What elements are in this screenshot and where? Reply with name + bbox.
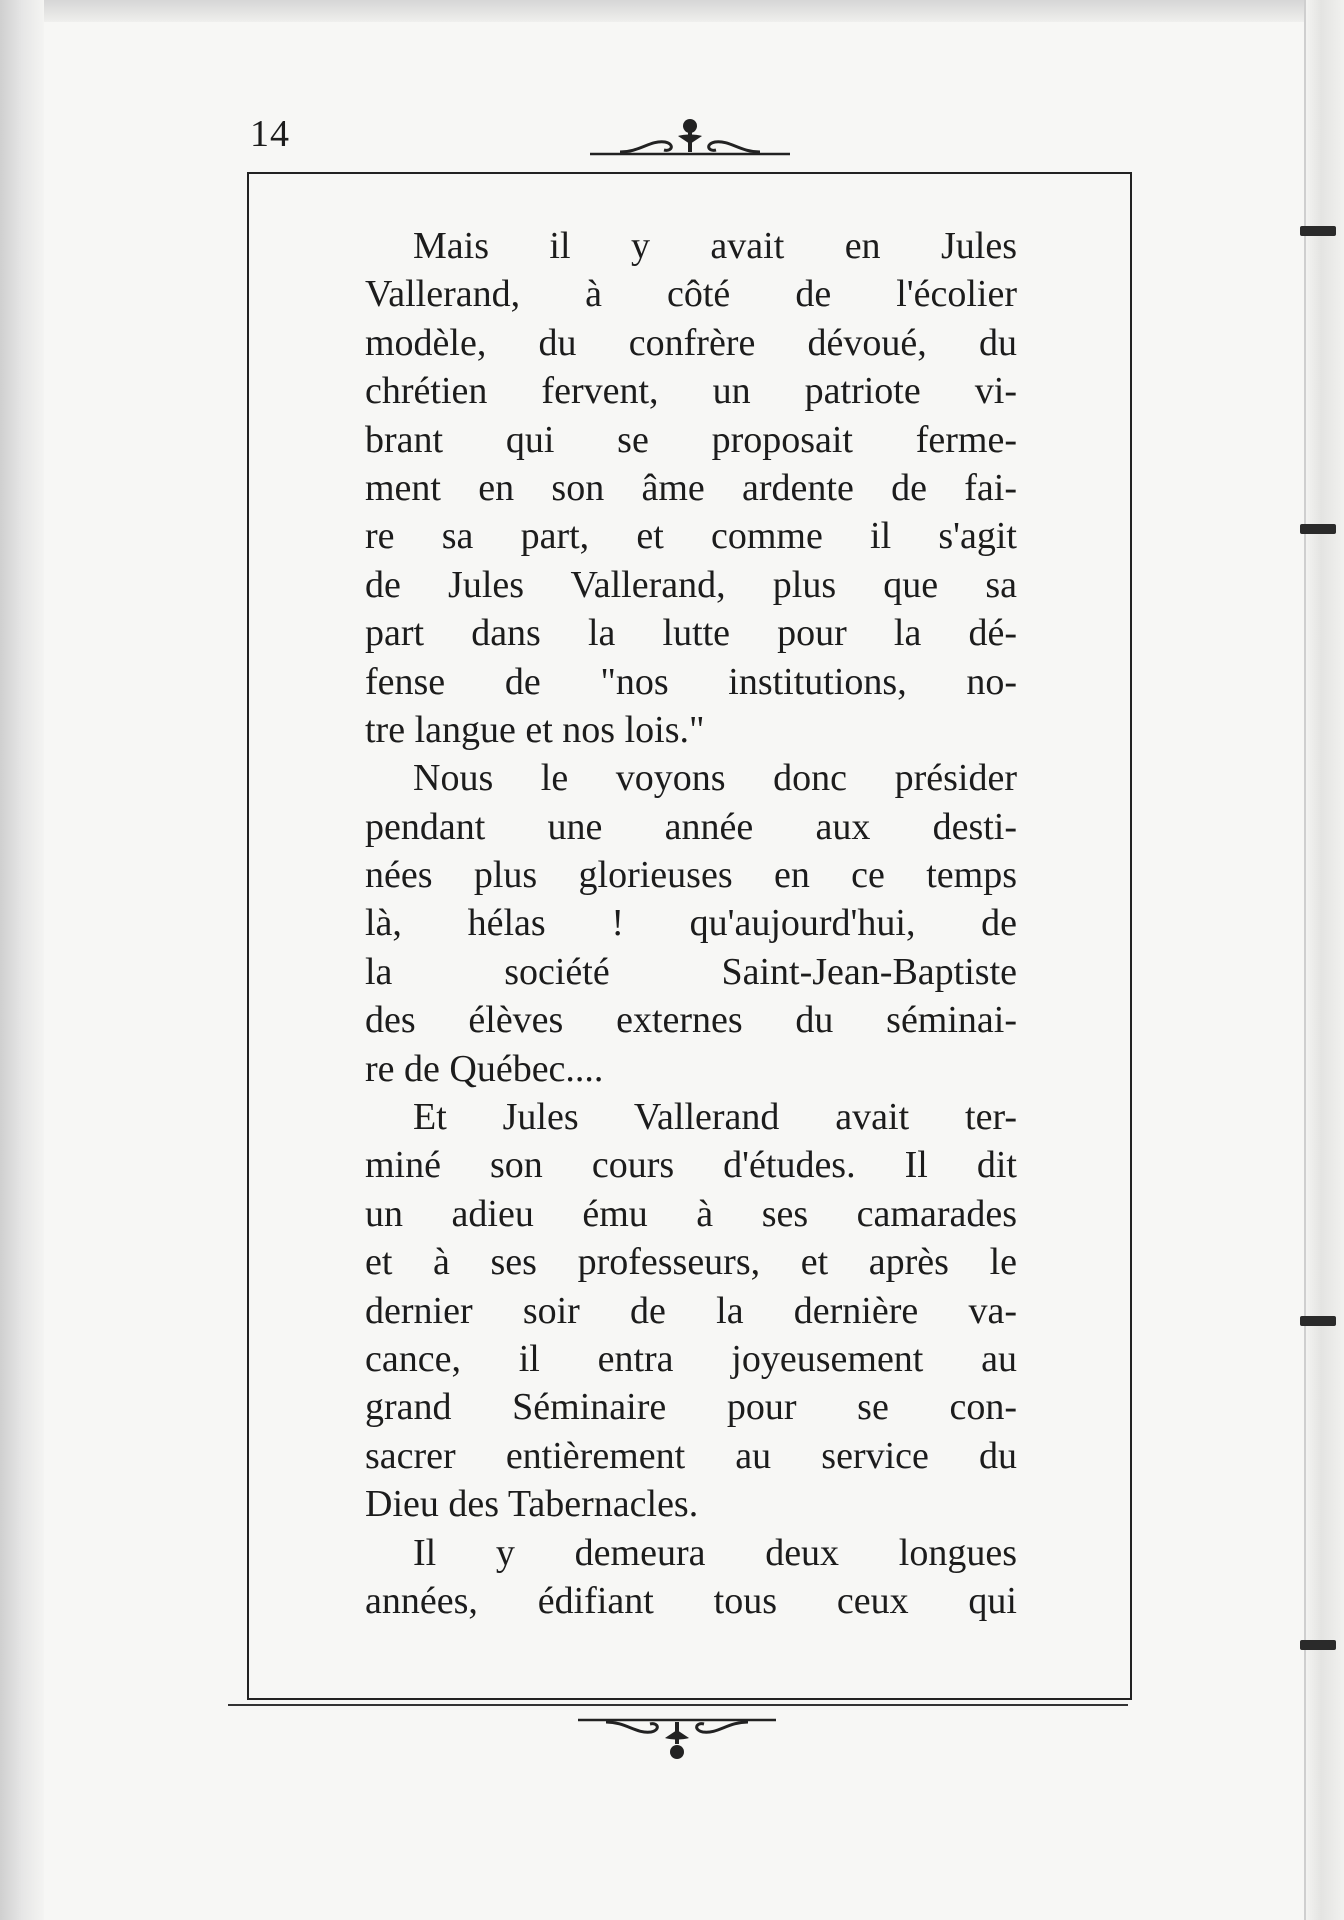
binding-stitch <box>1300 1640 1336 1650</box>
text-line: miné son cours d'études. Il dit <box>365 1144 1017 1187</box>
text-line: modèle, du confrère dévoué, du <box>365 321 1017 364</box>
paragraph <box>365 1529 1017 1626</box>
text-line: Dieu des Tabernacles. <box>365 1483 699 1526</box>
text-line: part dans la lutte pour la dé- <box>365 612 1017 655</box>
text-line: ment en son âme ardente de fai- <box>365 466 1017 509</box>
page-top-edge <box>0 0 1344 22</box>
text-line: pendant une année aux desti- <box>365 805 1017 848</box>
paragraph <box>365 1093 1017 1529</box>
page-left-shadow <box>0 0 44 1920</box>
binding-stitch <box>1300 524 1336 534</box>
text-line: Et Jules Vallerand avait ter- <box>413 1096 1017 1139</box>
paragraph <box>365 222 1017 754</box>
text-line: grand Séminaire pour se con- <box>365 1386 1017 1429</box>
text-line: Mais il y avait en Jules <box>413 225 1017 267</box>
text-line: la société Saint-Jean-Baptiste <box>365 950 1017 993</box>
text-line: sacrer entièrement au service du <box>365 1434 1017 1477</box>
text-line: re de Québec.... <box>365 1047 604 1090</box>
text-line: de Jules Vallerand, plus que sa <box>365 563 1017 606</box>
text-line: Il y demeura deux longues <box>413 1531 1017 1574</box>
page-text <box>365 222 1017 1625</box>
text-line: dernier soir de la dernière va- <box>365 1289 1017 1332</box>
text-line: cance, il entra joyeusement au <box>365 1337 1017 1380</box>
binding-stitch <box>1300 226 1336 236</box>
text-line: brant qui se proposait ferme- <box>365 418 1017 461</box>
text-line: re sa part, et comme il s'agit <box>365 515 1017 558</box>
text-line: tre langue et nos lois." <box>365 708 705 751</box>
frame-bottom-rule <box>228 1704 1128 1706</box>
text-line: là, hélas ! qu'aujourd'hui, de <box>365 902 1017 945</box>
text-line: Nous le voyons donc présider <box>413 757 1017 800</box>
page-number: 14 <box>250 113 290 155</box>
book-binding <box>1304 0 1344 1920</box>
text-line: et à ses professeurs, et après le <box>365 1241 1017 1284</box>
text-line: chrétien fervent, un patriote vi- <box>365 370 1017 413</box>
floral-ornament-top-icon <box>590 112 790 162</box>
binding-stitch <box>1300 1316 1336 1326</box>
text-line: des élèves externes du séminai- <box>365 999 1017 1042</box>
text-line: Vallerand, à côté de l'écolier <box>365 273 1017 316</box>
paragraph <box>365 754 1017 1093</box>
floral-ornament-bottom-icon <box>578 1712 776 1768</box>
text-line: années, édifiant tous ceux qui <box>365 1579 1017 1622</box>
text-line: un adieu ému à ses camarades <box>365 1192 1017 1235</box>
text-line: fense de "nos institutions, no- <box>365 660 1017 703</box>
text-line: nées plus glorieuses en ce temps <box>365 854 1017 897</box>
